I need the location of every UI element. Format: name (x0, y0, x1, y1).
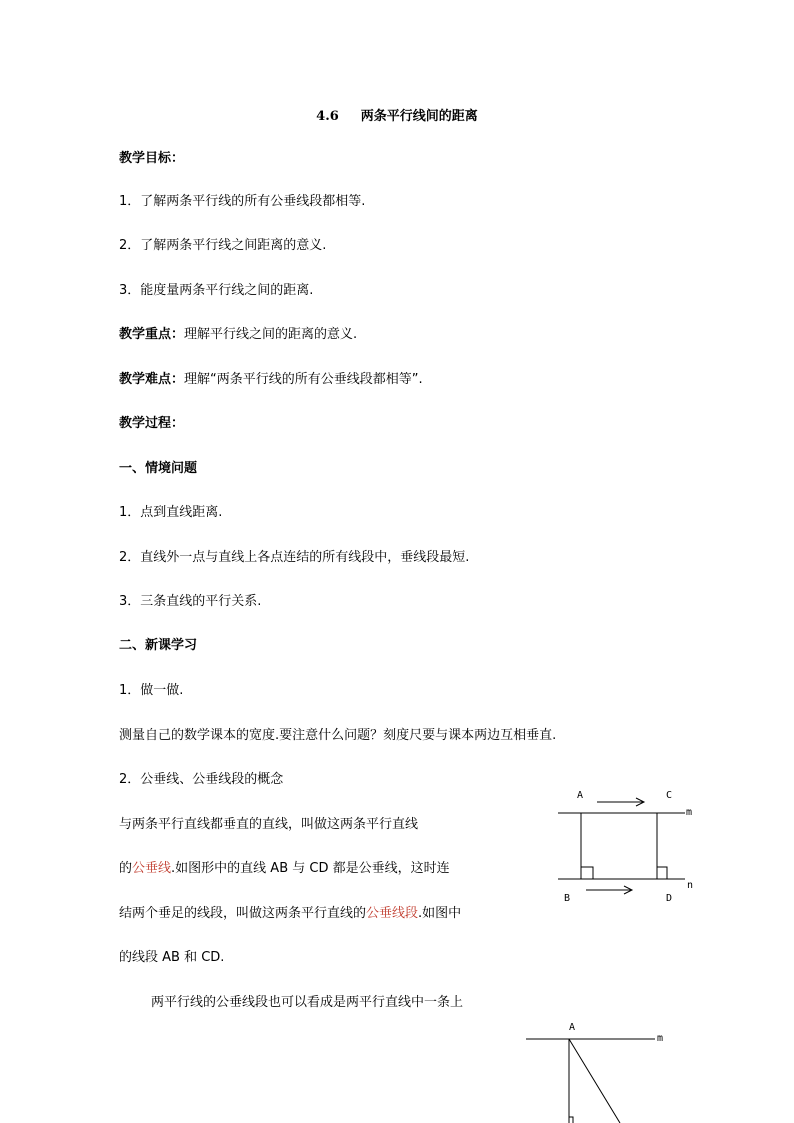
title-text: 两条平行线间的距离 (360, 109, 478, 124)
difficulty-label: 教学难点： (119, 372, 185, 387)
label-D: D (666, 893, 673, 904)
label-A: A (569, 1022, 576, 1033)
definition-line-4: 的线段 AB 和 CD. (119, 950, 225, 965)
term-gongchuixian: 公垂线 (132, 861, 172, 876)
definition-line-1: 与两条平行直线都垂直的直线，叫做这两条平行直线 (119, 817, 419, 832)
objectives-heading: 教学目标： (119, 151, 185, 166)
key-point (119, 326, 357, 344)
objective-item-3: 3．能度量两条平行线之间的距离. (119, 283, 314, 298)
label-m: m (657, 1033, 664, 1044)
key-point-label: 教学重点： (119, 327, 185, 342)
page-title (0, 105, 794, 124)
difficulty-text: 理解“两条平行线的所有公垂线段都相等”. (184, 372, 423, 387)
section1-heading: 一、情境问题 (119, 461, 198, 476)
paragraph-continuation: 两平行线的公垂线段也可以看成是两平行直线中一条上 (151, 995, 464, 1010)
label-m: m (686, 807, 693, 818)
process-heading: 教学过程： (119, 416, 185, 431)
difficulty (119, 371, 423, 389)
definition-line-2: 的公垂线.如图形中的直线 AB 与 CD 都是公垂线，这时连 (119, 861, 450, 876)
section-number: 4.6 (316, 109, 339, 124)
key-point-text: 理解平行线之间的距离的意义. (184, 327, 358, 342)
section1-item-3: 3．三条直线的平行关系. (119, 594, 262, 609)
label-n: n (687, 880, 694, 891)
section2-item-1: 1．做一做. (119, 683, 184, 698)
label-C: C (666, 790, 673, 801)
figure-parallel-lines (550, 780, 710, 915)
label-A: A (577, 790, 584, 801)
section2-item-2: 2．公垂线、公垂线段的概念 (119, 772, 284, 787)
section2-heading: 二、新课学习 (119, 638, 198, 653)
objective-item-1: 1．了解两条平行线的所有公垂线段都相等. (119, 194, 366, 209)
section2-item-1-desc: 测量自己的数学课本的宽度.要注意什么问题？刻度尺要与课本两边互相垂直. (119, 728, 557, 743)
objective-item-2: 2．了解两条平行线之间距离的意义. (119, 238, 327, 253)
section1-item-2: 2．直线外一点与直线上各点连结的所有线段中，垂线段最短. (119, 550, 470, 565)
definition-line-3: 结两个垂足的线段，叫做这两条平行直线的公垂线段.如图中 (119, 906, 462, 921)
figure-perpendicular-segment (520, 1015, 680, 1123)
section1-item-1: 1．点到直线距离. (119, 505, 223, 520)
term-gongchuixianduan: 公垂线段 (366, 906, 419, 921)
label-B: B (564, 893, 571, 904)
